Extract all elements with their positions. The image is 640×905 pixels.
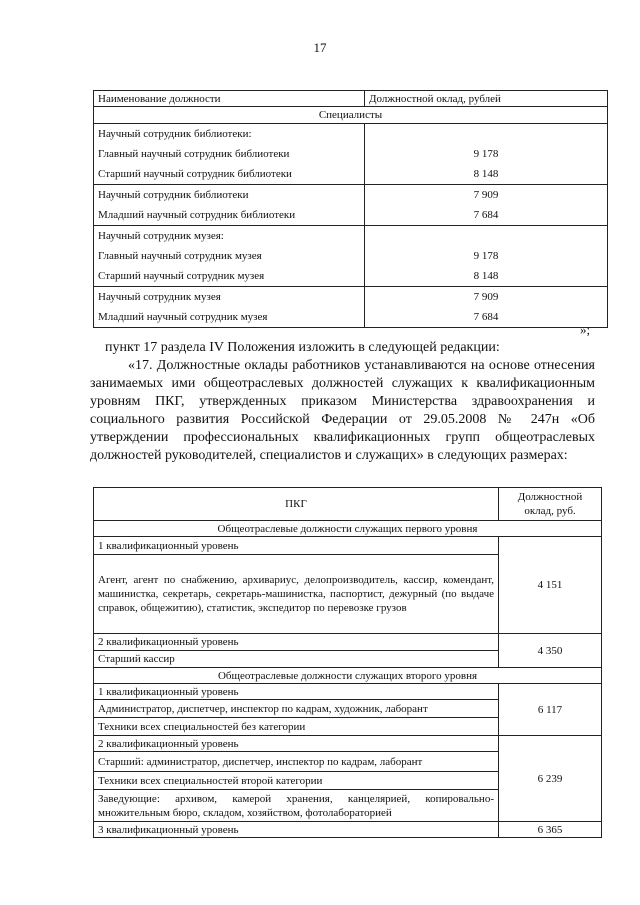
- level-row: [94, 634, 602, 651]
- salary-value: 9 178: [365, 144, 608, 164]
- section-title: Общеотраслевые должности служащих второго уровня: [94, 668, 602, 684]
- section-title: Общеотраслевые должности служащих первого уровня: [94, 521, 602, 537]
- section-row: [94, 107, 608, 124]
- position-list: Агент, агент по снабжению, архивариус, делопроизводитель, кассир, комендант, машинистка, секретарь, секретарь-машинистка, паспортист, дежурный (по выдаче справок, общежитию), статистик, экспедитор по перевозке грузов: [94, 555, 499, 634]
- group-title: Научный сотрудник музея:: [94, 226, 365, 247]
- salary-value: 7 909: [365, 185, 608, 206]
- header-salary: Должностной оклад, рублей: [365, 91, 608, 107]
- group-title: Научный сотрудник библиотеки:: [94, 124, 365, 145]
- group-title-row: [94, 226, 608, 247]
- quote-closing: »;: [580, 322, 591, 337]
- salary-value: 6 239: [499, 736, 602, 822]
- qualification-level: 3 квалификационный уровень: [94, 822, 499, 838]
- position-name: Главный научный сотрудник библиотеки: [94, 144, 365, 164]
- table-row: [94, 144, 608, 164]
- position-name: Младший научный сотрудник музея: [94, 307, 365, 328]
- qualification-level: 1 квалификационный уровень: [94, 537, 499, 555]
- position-list: Старший: администратор, диспетчер, инспектор по кадрам, лаборант: [94, 752, 499, 772]
- amendment-quote: «17. Должностные оклады работников устанавливаются на основе отнесения занимаемых ими общеотраслевых должностей служащих к квалификационным уровням ПКГ, утвержденных приказом Министерства здравоохранения и социального развития Российской Федерации от 29.05.2008 № 247н «Об утверждении профессиональных квалификационных групп общеотраслевых должностей руководителей, специалистов и служащих» в следующих размерах:: [90, 358, 595, 463]
- position-list: Старший кассир: [94, 651, 499, 668]
- table-header-row: [94, 488, 602, 521]
- salary-value: 4 350: [499, 634, 602, 668]
- header-position: Наименование должности: [94, 91, 365, 107]
- header-pkg: ПКГ: [94, 488, 499, 521]
- table-row: [94, 307, 608, 328]
- salary-value: 9 178: [365, 246, 608, 266]
- salary-value: 6 117: [499, 684, 602, 736]
- level-row: [94, 684, 602, 700]
- salary-value: 8 148: [365, 164, 608, 185]
- amendment-line: пункт 17 раздела IV Положения изложить в следующей редакции:: [105, 340, 500, 355]
- table-row: [94, 164, 608, 185]
- salary-table-pkg: [93, 487, 602, 838]
- level-row: [94, 822, 602, 838]
- position-name: Старший научный сотрудник библиотеки: [94, 164, 365, 185]
- qualification-level: 2 квалификационный уровень: [94, 736, 499, 752]
- salary-table-specialists: [93, 90, 608, 328]
- table-row: [94, 205, 608, 226]
- level-row: [94, 537, 602, 555]
- section-row: [94, 668, 602, 684]
- table-header-row: [94, 91, 608, 107]
- salary-value: 4 151: [499, 537, 602, 634]
- salary-value: 7 909: [365, 287, 608, 308]
- header-salary: Должностной оклад, руб.: [499, 488, 602, 521]
- position-list: Техники всех специальностей второй категории: [94, 772, 499, 790]
- level-row: [94, 736, 602, 752]
- table-row: [94, 287, 608, 308]
- page-number: 17: [313, 40, 327, 55]
- table-row: [94, 246, 608, 266]
- salary-value: 7 684: [365, 205, 608, 226]
- section-title: Специалисты: [94, 107, 608, 124]
- salary-value: 8 148: [365, 266, 608, 287]
- position-name: Старший научный сотрудник музея: [94, 266, 365, 287]
- qualification-level: 2 квалификационный уровень: [94, 634, 499, 651]
- position-name: Младший научный сотрудник библиотеки: [94, 205, 365, 226]
- group-title-row: [94, 124, 608, 145]
- salary-value: 6 365: [499, 822, 602, 838]
- salary-value: 7 684: [365, 307, 608, 328]
- position-name: Научный сотрудник музея: [94, 287, 365, 308]
- table-row: [94, 185, 608, 206]
- position-name: Научный сотрудник библиотеки: [94, 185, 365, 206]
- section-row: [94, 521, 602, 537]
- position-list: Администратор, диспетчер, инспектор по кадрам, художник, лаборант: [94, 700, 499, 718]
- position-name: Главный научный сотрудник музея: [94, 246, 365, 266]
- table-row: [94, 266, 608, 287]
- qualification-level: 1 квалификационный уровень: [94, 684, 499, 700]
- position-list: Техники всех специальностей без категории: [94, 718, 499, 736]
- position-list: Заведующие: архивом, камерой хранения, канцелярией, копировально-множительным бюро, складом, хозяйством, фотолабораторией: [94, 790, 499, 822]
